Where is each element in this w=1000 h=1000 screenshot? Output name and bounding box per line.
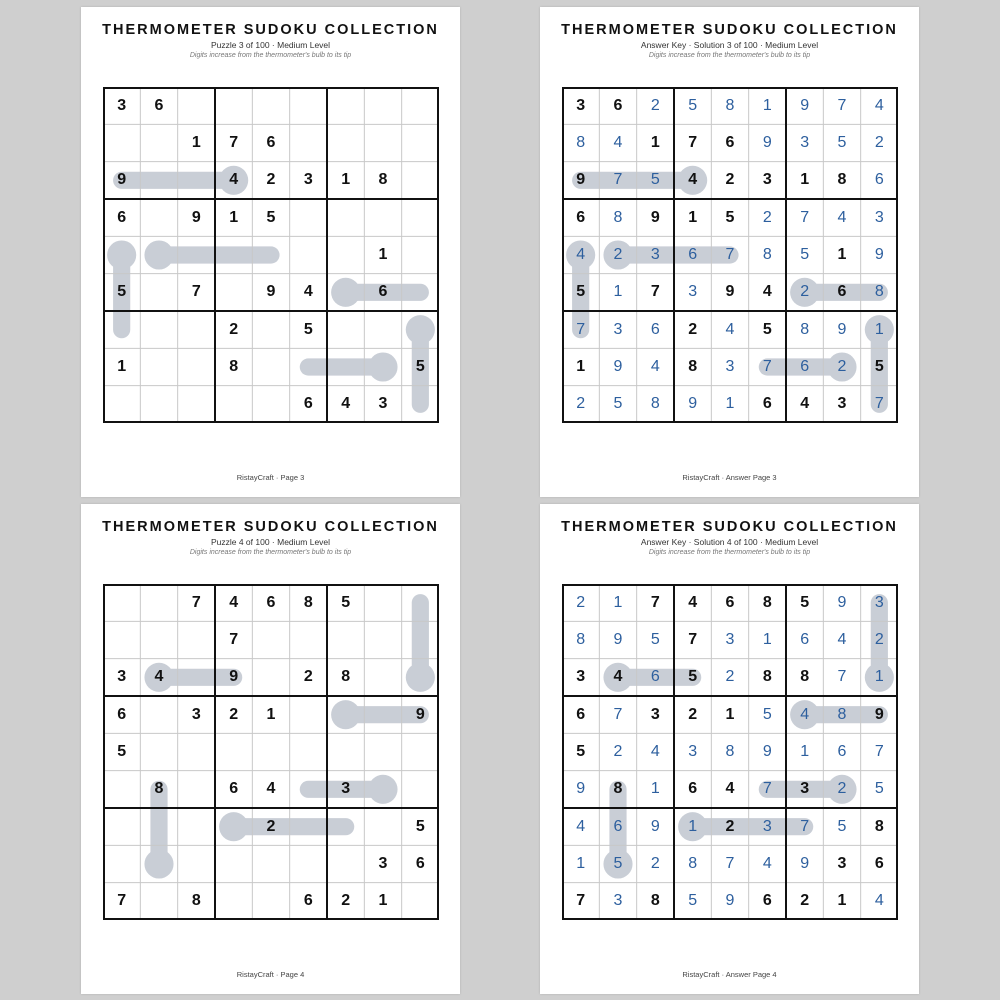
given-digit: 6 [725,133,735,151]
given-digit: 8 [378,171,388,189]
solution-digit: 5 [613,854,623,872]
solution-digit: 5 [688,96,698,114]
given-digit: 8 [762,593,772,611]
page-subtitle: Puzzle 3 of 100 · Medium Level [210,40,331,50]
given-digit: 7 [229,630,239,648]
given-digit: 5 [266,208,276,226]
solution-digit: 7 [837,96,847,114]
given-digit: 2 [229,705,239,723]
solution-digit: 1 [613,283,623,301]
page-footer: RistayCraft · Page 4 [236,970,305,979]
given-digit: 7 [576,892,586,910]
given-digit: 3 [117,96,127,114]
solution-digit: 5 [837,133,847,151]
solution-digit: 8 [762,245,772,263]
solution-digit: 8 [576,133,586,151]
thermometer [308,352,397,381]
given-digit: 5 [576,283,586,301]
solution-digit: 5 [837,817,847,835]
given-digit: 7 [650,283,660,301]
thermometer [406,603,435,692]
solution-digit: 7 [837,668,847,686]
page-title: THERMOMETER SUDOKU COLLECTION [561,519,898,535]
given-digit: 7 [650,593,660,611]
given-digit: 6 [725,593,735,611]
page-footer: RistayCraft · Page 3 [236,473,305,482]
given-digit: 2 [229,320,239,338]
solution-digit: 4 [800,705,810,723]
solution-digit: 4 [762,854,772,872]
given-digit: 4 [800,395,810,413]
solution-digit: 5 [613,395,623,413]
given-digit: 8 [800,668,810,686]
given-digit: 4 [613,668,623,686]
thermometer-bulb [107,240,136,269]
solution-digit: 8 [800,320,810,338]
given-digit: 1 [378,245,388,263]
solution-digit: 3 [874,208,884,226]
solution-digit: 7 [613,171,623,189]
solution-digit: 8 [725,742,735,760]
solution-digit: 9 [762,742,772,760]
given-digit: 1 [725,705,735,723]
given-digit: 3 [576,668,586,686]
given-digit: 2 [266,817,276,835]
given-digit: 8 [613,780,623,798]
answer-page-3 [540,7,919,497]
given-digit: 6 [874,854,884,872]
solution-digit: 2 [800,283,810,301]
page-title: THERMOMETER SUDOKU COLLECTION [561,22,898,38]
solution-digit: 6 [613,817,623,835]
solution-digit: 8 [874,283,884,301]
answer-page-4 [540,504,919,994]
solution-digit: 1 [800,742,810,760]
given-digit: 6 [762,892,772,910]
solution-digit: 8 [650,395,660,413]
given-digit: 5 [117,283,127,301]
solution-digit: 1 [725,395,735,413]
given-digit: 6 [117,705,127,723]
rule-note: Digits increase from the thermometer's bulb to its tip [189,549,352,556]
given-digit: 6 [378,283,388,301]
sudoku-grid [103,584,439,920]
given-digit: 5 [303,320,313,338]
given-digit: 9 [576,171,586,189]
solution-digit: 6 [874,171,884,189]
solution-digit: 1 [762,630,772,648]
solution-digit: 6 [800,630,810,648]
given-digit: 8 [688,357,698,375]
page-footer: RistayCraft · Answer Page 4 [682,970,777,979]
solution-digit: 9 [725,892,735,910]
solution-digit: 5 [650,171,660,189]
solution-digit: 9 [576,780,586,798]
given-digit: 3 [650,705,660,723]
rule-note: Digits increase from the thermometer's bulb to its tip [189,52,352,59]
given-digit: 5 [762,320,772,338]
given-digit: 6 [154,96,164,114]
solution-digit: 8 [837,705,847,723]
given-digit: 3 [837,854,847,872]
rule-note: Digits increase from the thermometer's bulb to its tip [648,52,811,59]
given-digit: 5 [688,668,698,686]
thermometer-bulb [406,663,435,692]
puzzle-page-4 [81,504,460,994]
given-digit: 3 [378,395,388,413]
given-digit: 3 [762,171,772,189]
solution-digit: 4 [650,742,660,760]
given-digit: 8 [191,892,201,910]
given-digit: 7 [191,283,201,301]
given-digit: 6 [837,283,847,301]
given-digit: 4 [688,593,698,611]
solution-digit: 7 [725,245,735,263]
given-digit: 1 [576,357,586,375]
solution-digit: 3 [613,320,623,338]
solution-digit: 7 [874,395,884,413]
given-digit: 2 [303,668,313,686]
given-digit: 6 [576,705,586,723]
given-digit: 6 [576,208,586,226]
solution-digit: 9 [837,320,847,338]
solution-digit: 2 [837,780,847,798]
solution-digit: 2 [837,357,847,375]
solution-digit: 8 [688,854,698,872]
solution-digit: 3 [725,630,735,648]
given-digit: 5 [800,593,810,611]
solution-digit: 1 [874,320,884,338]
given-digit: 5 [415,357,425,375]
given-digit: 1 [837,245,847,263]
given-digit: 6 [229,780,239,798]
solution-digit: 1 [650,780,660,798]
thermometer-bulb [331,278,360,307]
given-digit: 6 [303,395,313,413]
solution-digit: 5 [650,630,660,648]
solution-digit: 5 [874,780,884,798]
solution-digit: 3 [688,283,698,301]
solution-digit: 1 [762,96,772,114]
given-digit: 8 [154,780,164,798]
given-digit: 1 [117,357,127,375]
puzzle-page-3 [81,7,460,497]
thermometer-bulb [368,775,397,804]
given-digit: 3 [837,395,847,413]
solution-digit: 2 [874,630,884,648]
given-digit: 4 [154,668,164,686]
page-title: THERMOMETER SUDOKU COLLECTION [102,519,439,535]
given-digit: 8 [874,817,884,835]
given-digit: 2 [688,705,698,723]
given-digit: 4 [762,283,772,301]
given-digit: 3 [341,780,351,798]
solution-digit: 1 [576,854,586,872]
solution-digit: 4 [837,208,847,226]
solution-digit: 9 [688,395,698,413]
given-digit: 4 [688,171,698,189]
solution-digit: 9 [613,630,623,648]
given-digit: 9 [229,668,239,686]
solution-digit: 7 [800,817,810,835]
solution-digit: 4 [650,357,660,375]
solution-digit: 4 [874,892,884,910]
given-digit: 4 [303,283,313,301]
solution-digit: 3 [650,245,660,263]
page-subtitle: Puzzle 4 of 100 · Medium Level [210,537,331,547]
solution-digit: 5 [800,245,810,263]
given-digit: 4 [341,395,351,413]
given-digit: 5 [576,742,586,760]
sudoku-grid [103,87,439,423]
solution-digit: 3 [688,742,698,760]
given-digit: 8 [650,892,660,910]
solution-digit: 7 [613,705,623,723]
given-digit: 9 [266,283,276,301]
solution-digit: 1 [874,668,884,686]
given-digit: 5 [874,357,884,375]
given-digit: 7 [191,593,201,611]
given-digit: 5 [341,593,351,611]
thermometer-bulb [406,315,435,344]
given-digit: 9 [650,208,660,226]
given-digit: 6 [415,854,425,872]
given-digit: 9 [415,705,425,723]
given-digit: 1 [341,171,351,189]
given-digit: 3 [378,854,388,872]
solution-digit: 8 [576,630,586,648]
given-digit: 7 [688,630,698,648]
solution-digit: 2 [613,245,623,263]
solution-digit: 3 [762,817,772,835]
thermometer-bulb [219,812,248,841]
solution-digit: 1 [688,817,698,835]
page-subtitle: Answer Key · Solution 4 of 100 · Medium Level [640,537,819,547]
given-digit: 4 [229,593,239,611]
solution-digit: 6 [650,668,660,686]
solution-digit: 4 [874,96,884,114]
given-digit: 7 [229,133,239,151]
solution-digit: 2 [762,208,772,226]
given-digit: 8 [762,668,772,686]
given-digit: 1 [837,892,847,910]
given-digit: 1 [800,171,810,189]
solution-digit: 4 [576,245,586,263]
thermometer-bulb [144,849,173,878]
solution-digit: 2 [874,133,884,151]
solution-digit: 7 [576,320,586,338]
given-digit: 1 [266,705,276,723]
solution-digit: 6 [800,357,810,375]
given-digit: 1 [650,133,660,151]
given-digit: 8 [303,593,313,611]
given-digit: 3 [303,171,313,189]
solution-digit: 8 [725,96,735,114]
solution-digit: 2 [725,668,735,686]
solution-digit: 1 [613,593,623,611]
given-digit: 4 [229,171,239,189]
solution-digit: 3 [613,892,623,910]
given-digit: 2 [341,892,351,910]
thermometer-bulb [144,240,173,269]
solution-digit: 5 [762,705,772,723]
given-digit: 3 [576,96,586,114]
given-digit: 9 [725,283,735,301]
solution-digit: 5 [688,892,698,910]
solution-digit: 9 [837,593,847,611]
given-digit: 2 [266,171,276,189]
given-digit: 3 [191,705,201,723]
given-digit: 2 [725,171,735,189]
given-digit: 5 [415,817,425,835]
solution-digit: 9 [613,357,623,375]
solution-digit: 2 [576,395,586,413]
given-digit: 3 [800,780,810,798]
solution-digit: 4 [613,133,623,151]
given-digit: 4 [266,780,276,798]
solution-digit: 7 [874,742,884,760]
given-digit: 6 [266,593,276,611]
solution-digit: 2 [576,593,586,611]
given-digit: 6 [266,133,276,151]
thermometer-bulb [368,352,397,381]
page-subtitle: Answer Key · Solution 3 of 100 · Medium Level [640,40,819,50]
solution-digit: 7 [725,854,735,872]
given-digit: 6 [762,395,772,413]
solution-digit: 4 [576,817,586,835]
solution-digit: 9 [762,133,772,151]
thermometer-bulb [331,700,360,729]
given-digit: 1 [191,133,201,151]
given-digit: 2 [725,817,735,835]
solution-digit: 7 [762,780,772,798]
solution-digit: 9 [800,854,810,872]
solution-digit: 7 [762,357,772,375]
solution-digit: 9 [800,96,810,114]
given-digit: 6 [303,892,313,910]
solution-digit: 3 [725,357,735,375]
solution-digit: 9 [874,245,884,263]
given-digit: 1 [688,208,698,226]
given-digit: 6 [613,96,623,114]
given-digit: 9 [117,171,127,189]
given-digit: 2 [688,320,698,338]
given-digit: 8 [341,668,351,686]
given-digit: 6 [117,208,127,226]
solution-digit: 8 [613,208,623,226]
given-digit: 6 [688,780,698,798]
solution-digit: 7 [800,208,810,226]
solution-digit: 6 [650,320,660,338]
solution-digit: 9 [650,817,660,835]
given-digit: 1 [229,208,239,226]
given-digit: 7 [688,133,698,151]
solution-digit: 6 [688,245,698,263]
solution-digit: 2 [650,96,660,114]
page-footer: RistayCraft · Answer Page 3 [682,473,777,482]
given-digit: 2 [800,892,810,910]
given-digit: 4 [725,780,735,798]
given-digit: 9 [191,208,201,226]
solution-digit: 3 [800,133,810,151]
solution-digit: 4 [725,320,735,338]
solution-digit: 4 [837,630,847,648]
given-digit: 7 [117,892,127,910]
rule-note: Digits increase from the thermometer's bulb to its tip [648,549,811,556]
page-title: THERMOMETER SUDOKU COLLECTION [102,22,439,38]
given-digit: 8 [837,171,847,189]
solution-digit: 2 [650,854,660,872]
given-digit: 5 [117,742,127,760]
given-digit: 9 [874,705,884,723]
given-digit: 3 [117,668,127,686]
given-digit: 5 [725,208,735,226]
sudoku-grid [562,584,898,920]
sudoku-grid [562,87,898,423]
given-digit: 1 [378,892,388,910]
given-digit: 8 [229,357,239,375]
solution-digit: 2 [613,742,623,760]
solution-digit: 3 [874,593,884,611]
solution-digit: 6 [837,742,847,760]
